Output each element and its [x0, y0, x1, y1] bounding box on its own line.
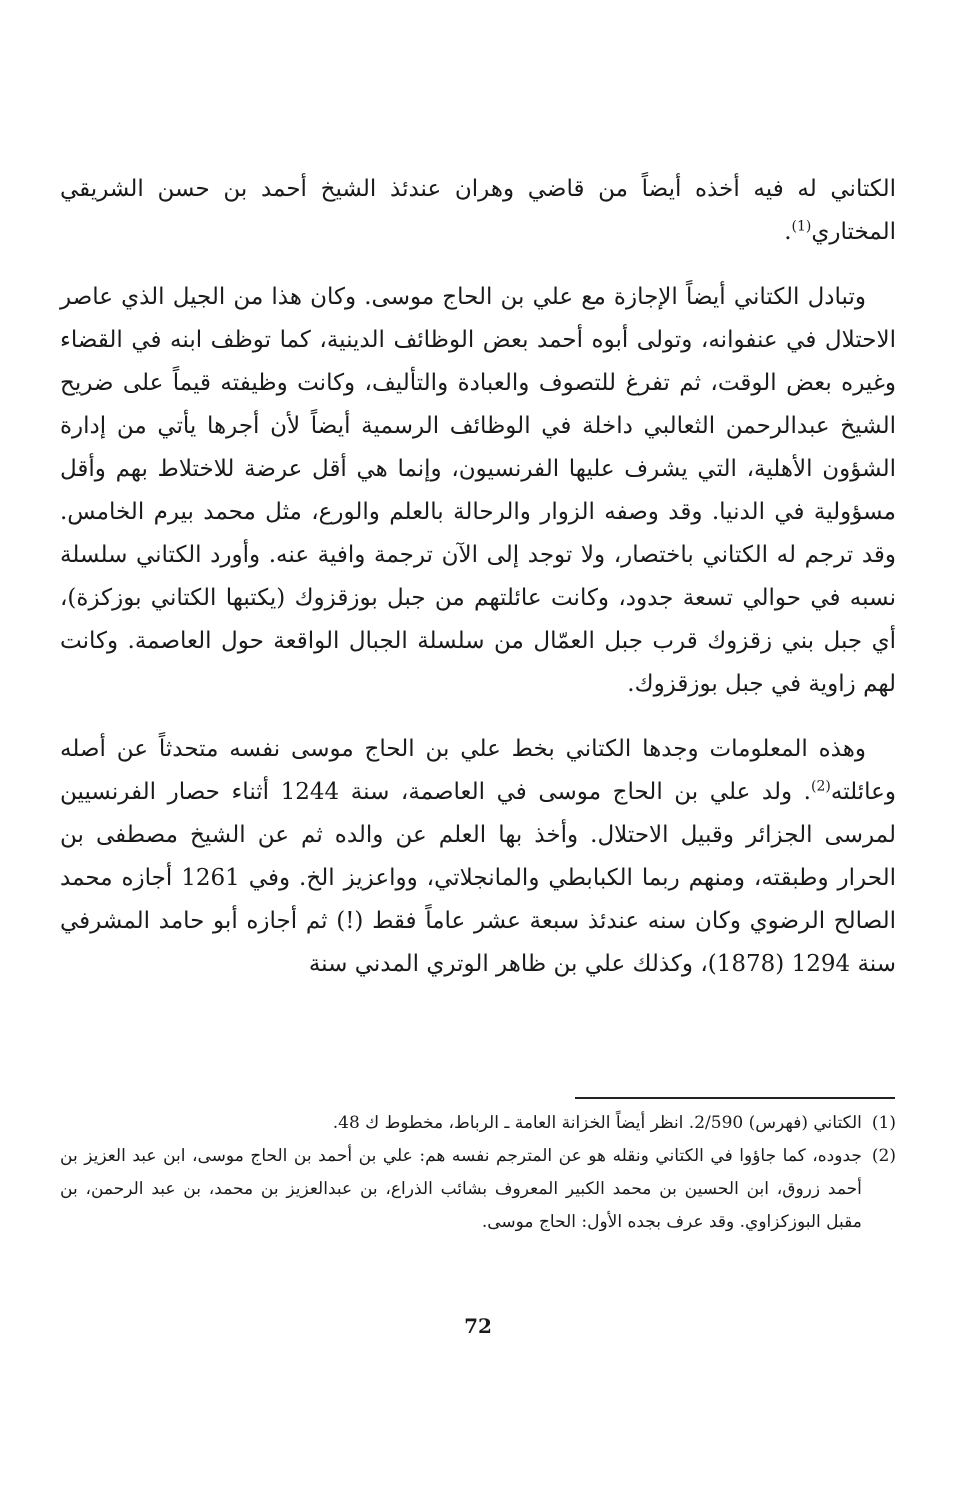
paragraph-1 — [60, 168, 896, 254]
footnote-2 — [60, 1140, 896, 1239]
main-text — [60, 168, 896, 1008]
paragraph-2 — [60, 276, 896, 706]
paragraph-1-text: الكتاني له فيه أخذه أيضاً من قاضي وهران عندئذ الشيخ أحمد بن حسن الشريقي المختاري — [60, 176, 896, 245]
footnote-1 — [60, 1107, 896, 1140]
footnote-1-number: (1) — [871, 1113, 896, 1133]
footnotes — [60, 1107, 896, 1239]
page-number: 72 — [464, 1314, 492, 1338]
footnote-ref-2: (2) — [811, 778, 831, 795]
footnote-ref-1: (1) — [791, 218, 812, 235]
footnote-divider — [575, 1097, 895, 1099]
paragraph-1-end: . — [784, 219, 792, 245]
paragraph-2-text: وتبادل الكتاني أيضاً الإجازة مع علي بن الحاج موسى. وكان هذا من الجيل الذي عاصر الاحتلال في عنفوانه، وتولى أبوه أحمد بعض الوظائف الدينية، كما توظف ابنه في القضاء وغيره بعض الوقت، ثم تفرغ للتصوف والعبادة والتأليف، وكانت وظيفته قيماً على ضريح الشيخ عبدالرحمن الثعالبي داخلة في الوظائف الرسمية أيضاً لأن أجرها يأتي من إدارة الشؤون الأهلية، التي يشرف عليها الفرنسيون، وإنما هي أقل عرضة للاختلاط بهم وأقل مسؤولية في الدنيا. وقد وصفه الزوار والرحالة بالعلم والورع، مثل محمد بيرم الخامس. وقد ترجم له الكتاني باختصار، ولا توجد إلى الآن ترجمة وافية عنه. وأورد الكتاني سلسلة نسبه في حوالي تسعة جدود، وكانت عائلتهم من جبل بوزقزوك (يكتبها الكتاني بوزكزة)، أي جبل بني زقزوك قرب جبل العمّال من سلسلة الجبال الواقعة حول العاصمة. وكانت لهم زاوية في جبل بوزقزوك. — [60, 284, 896, 697]
footnote-2-number: (2) — [871, 1146, 896, 1166]
paragraph-3 — [60, 728, 896, 986]
footnote-2-text: جدوده، كما جاؤوا في الكتاني ونقله هو عن المترجم نفسه هم: علي بن أحمد بن الحاج موسى، ابن عبد العزيز بن أحمد زروق، ابن الحسين بن محمد الكبير المعروف بشائب الذراع، بن عبدالعزيز بن محمد، بن عبد الرحمن، بن مقبل البوزكزاوي. وقد عرف بجده الأول: الحاج موسى. — [60, 1146, 862, 1232]
paragraph-3-text-before: وهذه المعلومات وجدها الكتاني بخط علي بن الحاج موسى نفسه متحدثاً عن أصله وعائلته — [60, 736, 896, 805]
paragraph-3-text-after: . ولد علي بن الحاج موسى في العاصمة، سنة 1244 أثناء حصار الفرنسيين لمرسى الجزائر وقبيل الاحتلال. وأخذ بها العلم عن والده ثم عن الشيخ مصطفى بن الحرار وطبقته، ومنهم ربما الكبابطي والمانجلاتي، وواعزيز الخ. وفي 1261 أجازه محمد الصالح الرضوي وكان سنه عندئذ سبعة عشر عاماً فقط (!) ثم أجازه أبو حامد المشرفي سنة 1294 (1878)، وكذلك علي بن ظاهر الوتري المدني سنة — [60, 779, 896, 977]
footnote-1-text: الكتاني (فهرس) 2/590. انظر أيضاً الخزانة العامة ـ الرباط، مخطوط ك 48. — [332, 1113, 862, 1133]
